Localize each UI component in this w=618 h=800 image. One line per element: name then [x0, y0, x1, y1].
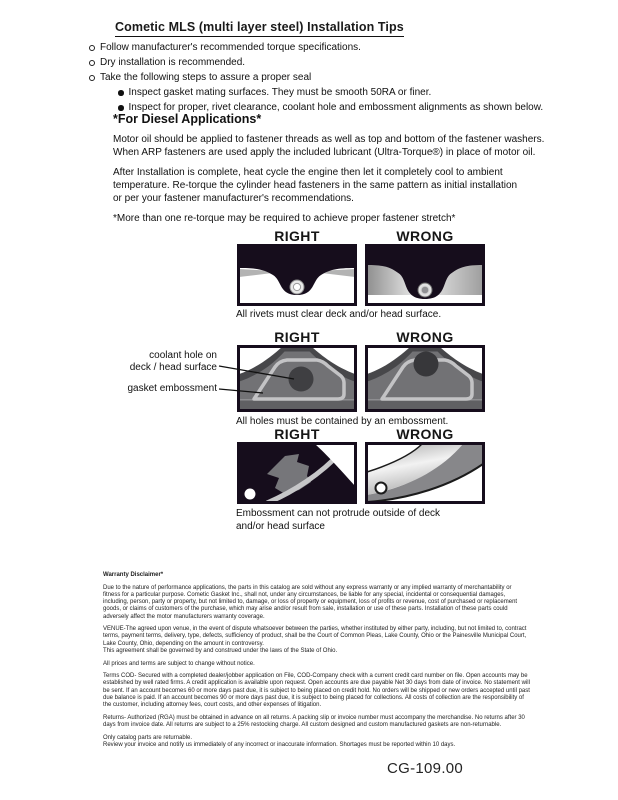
- circle-bullet-icon: [89, 45, 95, 51]
- list-item-text: Follow manufacturer's recommended torque specifications.: [100, 42, 361, 53]
- gasket-embossment-label: gasket embossment: [127, 383, 217, 394]
- terms-paragraph: Terms COD- Secured with a completed dealer/jobber application on File, COD-Company check with a current credit card number on file. Open accounts may be established by well rated firms. A credit application is available upon request. Open accounts are due payable Net 30 days from date of invoice. No statement will be sent. If an account becomes 60 or more days past due, it is subject to being placed on credit hold. No orders will be shipped or new orders accepted until past due balance is paid. If an account becomes 90 or more days past due, it is subject to being placed for collections. All costs of collection are the responsibility of the customer, including attorney fees, court costs, and other expenses of litigation.: [103, 673, 530, 709]
- embossment-wrong-diagram: [365, 345, 485, 412]
- rivet-right-diagram: [237, 244, 357, 306]
- paragraph-line: When ARP fasteners are used apply the included lubricant (Ultra-Torque®) in place of motor oil.: [113, 147, 536, 158]
- list-item: [89, 40, 543, 55]
- dot-bullet-icon: [118, 90, 124, 96]
- right-label: RIGHT: [274, 228, 320, 244]
- protrude-right-diagram: [237, 442, 357, 504]
- venue-paragraph: VENUE-The agreed upon venue, in the event of dispute whatsoever between the parties, whether instituted by either party, including, but not limited to, contract terms, payment terms, delivery, type, defects, sufficiency of product, shall be the Court of Common Pleas, Lake County, Ohio or the Painesville Municipal Court, Lake County, Ohio, depending on the amount in controversy.: [103, 626, 527, 647]
- diesel-applications-section: [113, 112, 573, 225]
- paragraph-line: Motor oil should be applied to fastener threads as well as top and bottom of the fastener washers.: [113, 134, 545, 145]
- rivet-wrong-diagram: [365, 244, 485, 306]
- list-item-text: Dry installation is recommended.: [100, 57, 246, 68]
- list-item-text: Inspect gasket mating surfaces. They must be smooth 50RA or finer.: [128, 87, 432, 98]
- paragraph-line: After Installation is complete, heat cycle the engine then let it completely cool to ambient: [113, 167, 503, 178]
- embossment-caption: All holes must be contained by an embossment.: [236, 416, 449, 427]
- prices-line: All prices and terms are subject to change without notice.: [103, 660, 255, 667]
- list-item: [89, 55, 543, 70]
- page-code: CG-109.00: [387, 760, 464, 777]
- legal-section: [103, 572, 530, 749]
- returnable-line: Only catalog parts are returnable.: [103, 734, 193, 741]
- rivet-caption: All rivets must clear deck and/or head surface.: [236, 309, 442, 320]
- wrong-label: WRONG: [396, 329, 454, 345]
- page-title: Cometic MLS (multi layer steel) Installation Tips: [115, 20, 404, 37]
- returns-paragraph: Returns- Authorized (RGA) must be obtained in advance on all returns. A packing slip or invoice number must accompany the merchandise. No returns after 30 days from invoice date. All returns are subject to a 25% restocking charge. All custom designed and custom manufactured gaskets are non-returnable.: [103, 714, 525, 728]
- diesel-heading: *For Diesel Applications*: [113, 112, 262, 126]
- wrong-label: WRONG: [396, 426, 454, 442]
- circle-bullet-icon: [89, 60, 95, 66]
- right-label: RIGHT: [274, 426, 320, 442]
- circle-bullet-icon: [89, 75, 95, 81]
- installation-tips-list: [89, 40, 543, 115]
- governed-line: This agreement shall be governed by and construed under the laws of the State of Ohio.: [103, 647, 338, 654]
- protrude-caption: Embossment can not protrude outside of deck and/or head surface: [236, 508, 441, 532]
- right-label: RIGHT: [274, 329, 320, 345]
- sub-list-item: [118, 85, 543, 100]
- coolant-hole-label: coolant hole on deck / head surface: [129, 350, 217, 373]
- paragraph-line: temperature. Re-torque the cylinder head fasteners in the same pattern as initial installation: [113, 180, 518, 191]
- embossment-right-diagram: [237, 345, 357, 412]
- protrude-wrong-diagram: [365, 442, 485, 504]
- wrong-label: WRONG: [396, 228, 454, 244]
- list-item-text: Take the following steps to assure a proper seal: [100, 72, 312, 83]
- paragraph-line: or per your fastener manufacturer's recommendations.: [113, 193, 354, 204]
- warranty-paragraph: Due to the nature of performance applications, the parts in this catalog are sold without any express warranty or any implied warranty of merchantability or fitness for a particular purpose. Cometic Gasket Inc., shall not, under any circumstances, be liable for any special, incidental or consequential damages, including, person, party or property, but not limited to, damage, or loss of property or equipment, loss of profits or revenue, cost of purchased or replacement goods, or claims of customers of the purchase, which may arise and/or result from sale, installation or use of these parts. Installation of these parts could adversely affect the motor manufacturers warranty coverage.: [103, 584, 518, 620]
- list-item-text: Inspect for proper, rivet clearance, coolant hole and embossment alignments as shown below.: [128, 102, 544, 113]
- list-item: [89, 70, 543, 85]
- warranty-disclaimer-heading: Warranty Disclaimer*: [103, 572, 164, 578]
- review-line: Review your invoice and notify us immediately of any incorrect or inaccurate information. Shortages must be reported within 10 days.: [103, 741, 456, 748]
- retorque-note: *More than one re-torque may be required to achieve proper fastener stretch*: [113, 213, 456, 224]
- dot-bullet-icon: [118, 105, 124, 111]
